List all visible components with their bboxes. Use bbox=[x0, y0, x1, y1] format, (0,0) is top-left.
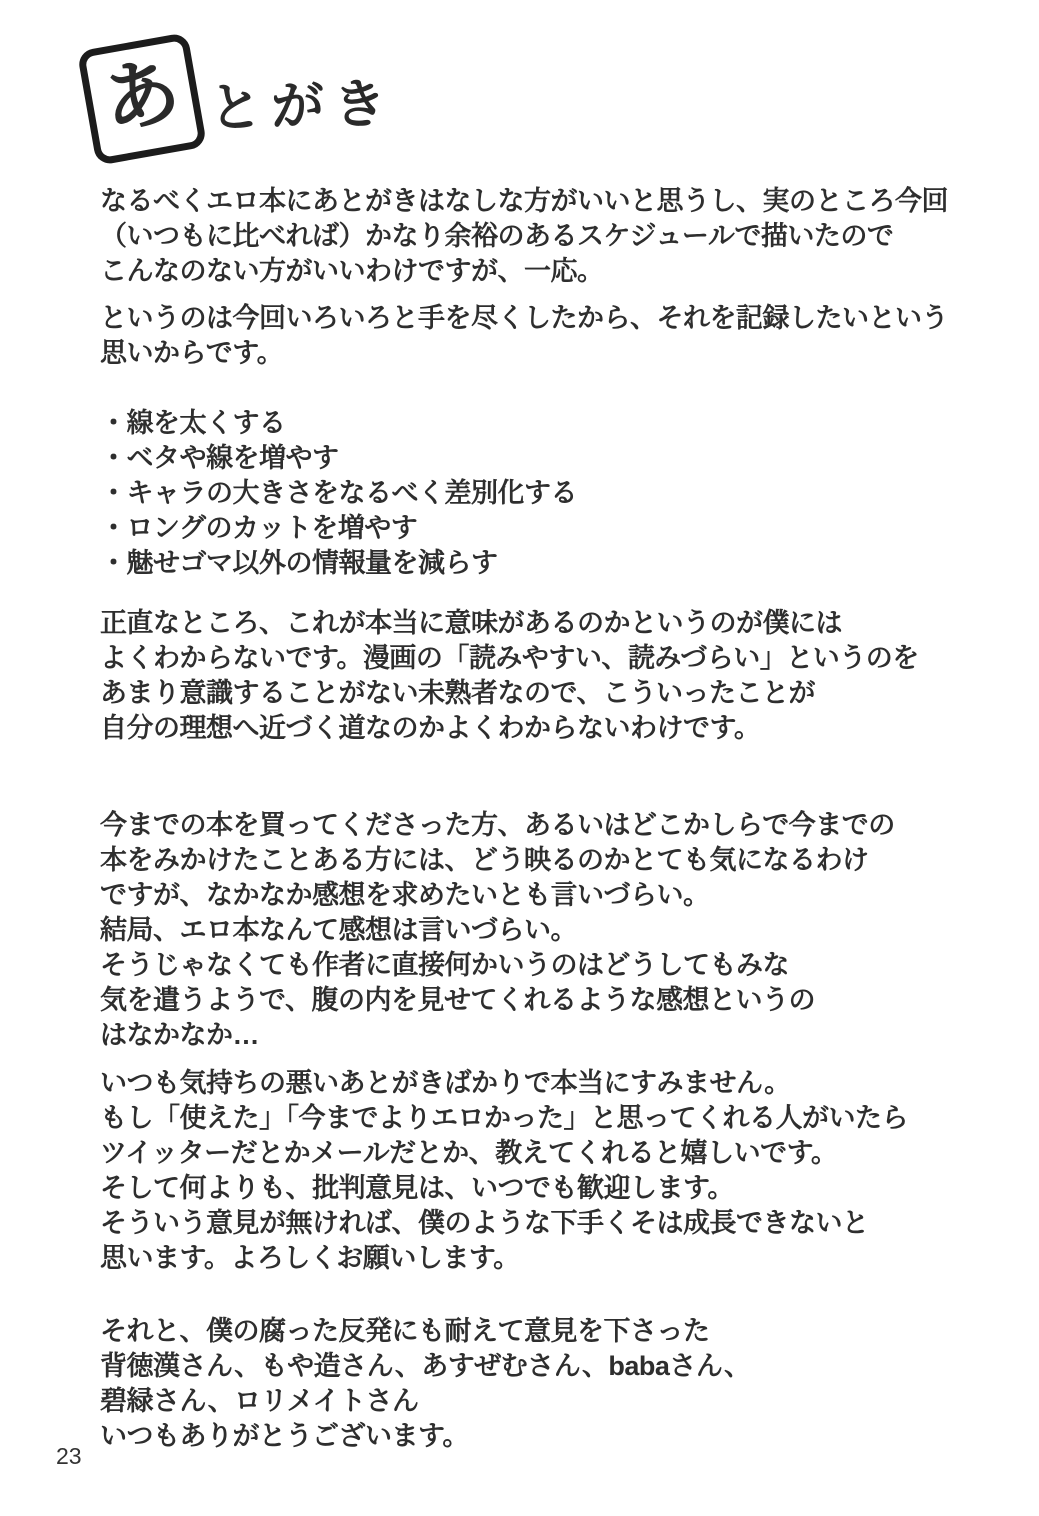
paragraph-request: いつも気持ちの悪いあとがきばかりで本当にすみません。 もし「使えた」「今までよりエロかった」と思ってくれる人がいたら ツイッターだとかメールだとか、教えてくれると嬉しいです。 そして何よりも、批判意見は、いつでも歓迎します。 そういう意見が無ければ、僕のような下手くそは成長できないと 思います。よろしくお願いします。 bbox=[100, 1068, 908, 1273]
title-boxed-char: あ bbox=[96, 48, 187, 145]
page-title bbox=[0, 0, 500, 180]
page-number: 23 bbox=[56, 1443, 82, 1469]
paragraph-thanks: それと、僕の腐った反発にも耐えて意見を下さった 背徳漢さん、もや造さん、あすぜむさん、babaさん、 碧緑さん、ロリメイトさん いつもありがとうございます。 bbox=[100, 1316, 751, 1451]
paragraph-feedback: 今までの本を買ってくださった方、あるいはどこかしらで今までの 本をみかけたことある方には、どう映るのかとても気になるわけ ですが、なかなか感想を求めたいとも言いづらい。 結局、エロ本なんて感想は言いづらい。 そうじゃなくても作者に直接何かいうのはどうしてもみな 気を遣うようで、腹の内を見せてくれるような感想というの はなかなか… bbox=[100, 810, 895, 1050]
checklist-improvements: ・線を太くする ・ベタや線を増やす ・キャラの大きさをなるべく差別化する ・ロングのカットを増やす ・魅せゴマ以外の情報量を減らす bbox=[100, 408, 577, 578]
title-box bbox=[77, 32, 207, 166]
paragraph-reason: というのは今回いろいろと手を尽くしたから、それを記録したいという 思いからです。 bbox=[100, 303, 948, 368]
paragraph-intro: なるべくエロ本にあとがきはなしな方がいいと思うし、実のところ今回 （いつもに比べれば）かなり余裕のあるスケジュールで描いたので こんなのない方がいいわけですが、一応。 bbox=[100, 186, 948, 286]
paragraph-doubt: 正直なところ、これが本当に意味があるのかというのが僕には よくわからないです。漫画の「読みやすい、読みづらい」というのを あまり意識することがない未熟者なので、こういったことが 自分の理想へ近づく道なのかよくわからないわけです。 bbox=[100, 608, 919, 743]
title-suffix: とがき bbox=[208, 74, 396, 139]
